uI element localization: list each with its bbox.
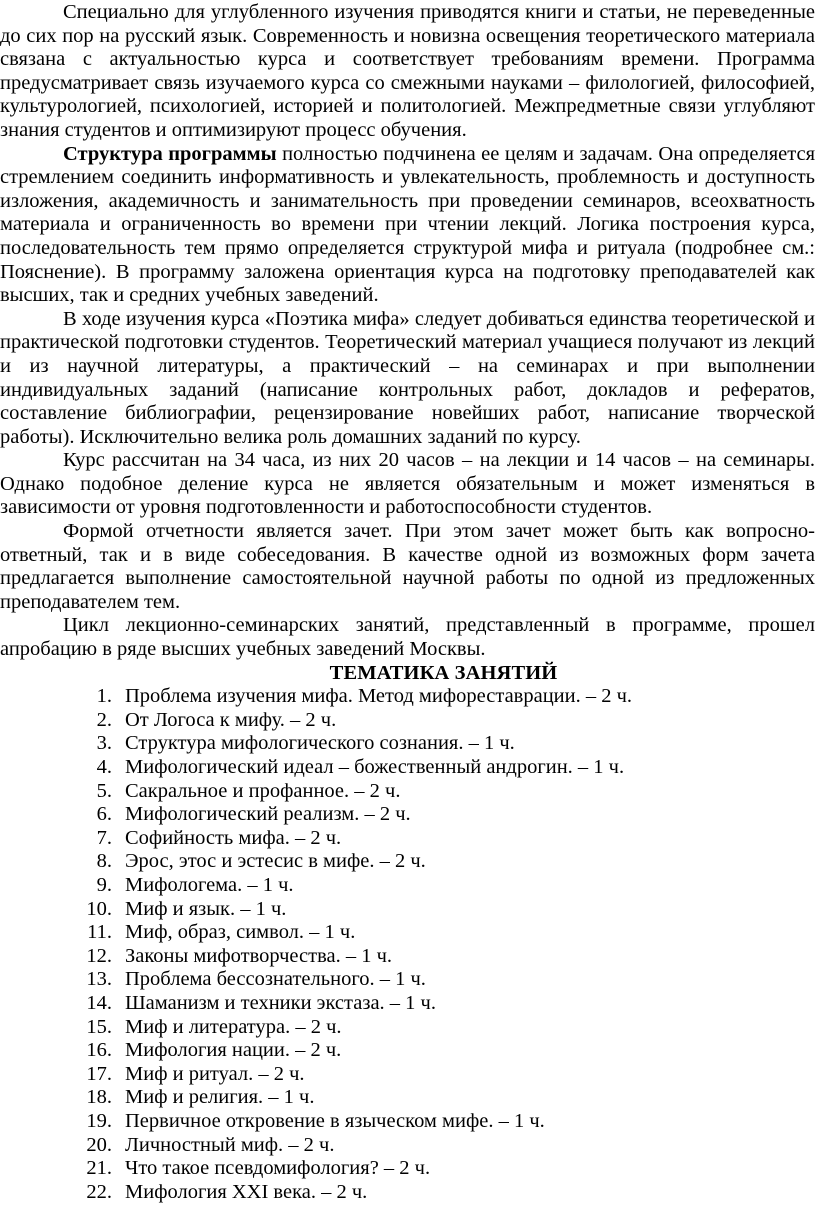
topic-number: 1. [96, 685, 112, 708]
paragraph-text: полностью подчинена ее целям и задачам. Она определяется стремлением соединить информативность и увлекательность, проблемность и доступность изложения, академичность и занимательность при проведении семинаров, всеохватность материала и ограниченность во времени при чтении лекций. Логика построения курса, последовательность тем прямо определяется структурой мифа и ритуала (подробнее см.: Пояснение). В программу заложена ориентация курса на подготовку преподавателей как высших, так и средних учебных заведений. [0, 142, 816, 307]
topic-title: От Логоса к мифу. – 2 ч. [125, 708, 337, 731]
topic-number: 12. [86, 944, 112, 967]
topic-title: Что такое псевдомифология? – 2 ч. [125, 1157, 431, 1180]
topic-number: 18. [86, 1086, 112, 1109]
topic-item [0, 945, 815, 969]
topic-title: Структура мифологического сознания. – 1 ч. [125, 732, 515, 755]
topic-title: Шаманизм и техники экстаза. – 1 ч. [125, 991, 436, 1014]
topic-item [0, 756, 815, 780]
topic-item [0, 1039, 815, 1063]
paragraph-text: Цикл лекционно-семинарских занятий, представленный в программе, прошел апробацию в ряде высших учебных заведений Москвы. [0, 614, 815, 661]
topic-list [0, 685, 815, 1204]
paragraph-approbation [0, 614, 815, 661]
topic-title: Сакральное и профанное. – 2 ч. [125, 779, 401, 802]
paragraph-theory-practice [0, 308, 815, 450]
topic-number: 2. [96, 708, 112, 731]
topic-item [0, 1181, 815, 1205]
topic-number: 16. [86, 1039, 112, 1062]
topic-item [0, 1110, 815, 1134]
topic-title: Личностный миф. – 2 ч. [125, 1133, 335, 1156]
topic-item [0, 780, 815, 804]
topic-title: Софийность мифа. – 2 ч. [125, 826, 342, 849]
topic-item [0, 1157, 815, 1181]
topic-number: 15. [86, 1015, 112, 1038]
topic-item [0, 709, 815, 733]
topic-item [0, 1063, 815, 1087]
topic-title: Мифологема. – 1 ч. [125, 873, 294, 896]
topic-number: 13. [86, 968, 112, 991]
topic-number: 9. [96, 873, 112, 896]
topic-item [0, 827, 815, 851]
topic-number: 5. [96, 779, 112, 802]
topic-item [0, 874, 815, 898]
topic-number: 19. [86, 1109, 112, 1132]
paragraph-sources [0, 1, 815, 143]
paragraph-text: В ходе изучения курса «Поэтика мифа» следует добиваться единства теоретической и практической подготовки студентов. Теоретический материал учащиеся получают из лекций и из научной литературы, а практический – на семинарах и при выполнении индивидуальных заданий (написание контрольных работ, докладов и рефератов, составление библиографии, рецензирование новейших работ, написание творческой работы). Исключительно велика роль домашних заданий по курсу. [0, 307, 815, 448]
paragraph-text: Курс рассчитан на 34 часа, из них 20 часов – на лекции и 14 часов – на семинары. Однако подобное деление курса не является обязательным и может изменяться в зависимости от уровня подготовленности и работоспособности студентов. [0, 449, 815, 519]
topic-title: Миф и язык. – 1 ч. [125, 897, 287, 920]
topic-item [0, 1016, 815, 1040]
topic-number: 4. [96, 756, 112, 778]
topic-number: 14. [86, 991, 112, 1014]
topic-number: 22. [86, 1180, 112, 1203]
section-heading: ТЕМАТИКА ЗАНЯТИЙ [329, 661, 558, 684]
paragraph-structure [0, 143, 815, 308]
topic-number: 10. [86, 897, 112, 920]
topic-number: 3. [96, 732, 112, 755]
topic-title: Миф и литература. – 2 ч. [125, 1015, 342, 1038]
topic-number: 20. [86, 1133, 112, 1156]
topic-title: Эрос, этос и эстесис в мифе. – 2 ч. [125, 850, 426, 873]
topic-title: Мифология XXI века. – 2 ч. [125, 1180, 368, 1203]
topic-item [0, 850, 815, 874]
topic-item [0, 1134, 815, 1158]
topic-item [0, 898, 815, 922]
topic-title: Мифологический реализм. – 2 ч. [125, 803, 411, 826]
topic-title: Проблема бессознательного. – 1 ч. [125, 968, 426, 991]
topic-item [0, 685, 815, 709]
topic-title: Миф, образ, символ. – 1 ч. [125, 921, 356, 944]
topic-item [0, 803, 815, 827]
topic-title: Законы мифотворчества. – 1 ч. [125, 944, 393, 967]
topic-number: 6. [96, 803, 112, 826]
paragraph-hours [0, 449, 815, 520]
topic-title: Первичное откровение в языческом мифе. – 1 ч. [125, 1109, 545, 1132]
topic-item [0, 992, 815, 1016]
topic-number: 7. [96, 826, 112, 849]
topic-title: Мифологический идеал – божественный андрогин. – 1 ч. [125, 756, 625, 778]
topic-item [0, 921, 815, 945]
paragraph-lead: Структура программы [63, 142, 277, 165]
topic-item [0, 968, 815, 992]
paragraph-assessment [0, 520, 815, 614]
topic-number: 17. [86, 1062, 112, 1085]
paragraph-text: Формой отчетности является зачет. При этом зачет может быть как вопросно-ответный, так и в виде собеседования. В качестве одной из возможных форм зачета предлагается выполнение самостоятельной научной работы по одной из предложенных преподавателем тем. [0, 520, 815, 613]
topic-title: Миф и религия. – 1 ч. [125, 1086, 315, 1109]
topic-title: Миф и ритуал. – 2 ч. [125, 1062, 305, 1085]
topic-number: 21. [86, 1157, 112, 1180]
topic-item [0, 732, 815, 756]
topic-title: Мифология нации. – 2 ч. [125, 1039, 342, 1062]
paragraph-text: Специально для углубленного изучения приводятся книги и статьи, не переведенные до сих пор на русский язык. Современность и новизна освещения теоретического материала связана с актуальностью курса и соответствует требованиям времени. Программа предусматривает связь изучаемого курса со смежными науками – филологией, философией, культурологией, психологией, историей и политологией. Межпредметные связи углубляют знания студентов и оптимизируют процесс обучения. [0, 1, 815, 141]
topic-number: 11. [87, 921, 112, 944]
topic-number: 8. [96, 850, 112, 873]
topic-item [0, 1086, 815, 1110]
topic-title: Проблема изучения мифа. Метод мифореставрации. – 2 ч. [125, 685, 633, 708]
